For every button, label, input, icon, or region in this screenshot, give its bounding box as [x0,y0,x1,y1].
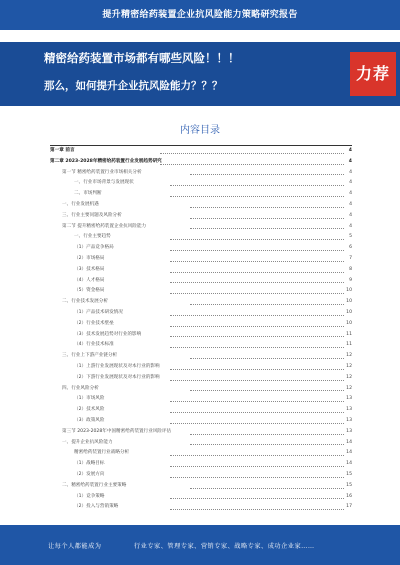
toc-page-number: 8 [349,266,352,272]
toc-entry-text: （2）技术风险 [74,407,105,413]
toc-leader-dots [190,228,344,229]
toc-entry-text: （4）行业技术标准 [74,342,114,348]
toc-leader-dots [190,444,344,445]
toc-entry-text: 第一章 前言 [50,148,75,153]
toc-entry[interactable] [50,211,352,222]
toc-entry-text: 三、行业主要问题及风险分析 [62,212,122,218]
toc-heading: 内容目录 [180,125,220,136]
toc-entry-text: （1）上游行业发展现状及对本行业的影响 [74,363,160,369]
toc-entry[interactable] [50,362,352,373]
toc-entry[interactable] [50,340,352,351]
toc-entry[interactable] [50,178,352,189]
toc-entry[interactable] [50,189,352,200]
toc-leader-dots [190,488,344,489]
toc-entry[interactable] [50,145,352,157]
toc-page-number: 4 [348,158,352,164]
toc-entry[interactable] [50,254,352,265]
toc-entry[interactable] [50,373,352,384]
footer-roles: 行业专家、管理专家、营销专家、战略专家、成功企业家…… [134,543,315,550]
banner-question-risks: 精密给药装置市场都有哪些风险！！！ [44,51,240,65]
toc-page-number: 14 [346,439,352,445]
toc-page-number: 6 [349,245,352,251]
report-title-bar [0,0,400,30]
toc-leader-dots [190,174,344,175]
toc-entry-text: （1）战略目标 [74,461,105,467]
toc-leader-dots [170,239,344,240]
toc-entry[interactable] [50,276,352,287]
toc-page-number: 10 [346,288,352,294]
toc-page-number: 4 [349,212,352,218]
footer-slogan: 让每个人都能成为 [48,543,102,550]
toc-entry-text: （5）资金格局 [74,288,105,294]
toc-page-number: 17 [346,504,352,510]
toc-entry-text: （1）产品竞争格局 [74,245,114,251]
toc-entry-text: （2）市场格局 [74,255,105,261]
toc-entry-text: （2）行业技术壁垒 [74,320,114,326]
toc-page-number: 4 [349,223,352,229]
toc-entry[interactable] [50,200,352,211]
toc-entry-text: 二、市场判断 [74,191,102,197]
toc-entry-text: 四、行业风险分析 [62,385,99,391]
toc-entry[interactable] [50,459,352,470]
toc-page-number: 13 [346,396,352,402]
toc-entry-text: 一、提升企业抗风险能力 [62,439,113,445]
toc-leader-dots [190,434,344,435]
toc-leader-dots [170,380,344,381]
toc-page-number: 11 [346,331,352,337]
toc-leader-dots [170,272,344,273]
toc-leader-dots [160,164,344,165]
toc-leader-dots [170,196,344,197]
toc-leader-dots [170,315,344,316]
toc-leader-dots [190,390,344,391]
toc-entry-text: （1）产品技术研发情况 [74,309,123,315]
toc-leader-dots [160,153,344,154]
toc-entry-text: （4）人才格局 [74,277,105,283]
toc-leader-dots [170,293,344,294]
toc-leader-dots [190,207,344,208]
toc-page-number: 10 [346,299,352,305]
toc-leader-dots [170,477,344,478]
toc-page-number: 12 [346,374,352,380]
toc-page-number: 11 [346,342,352,348]
toc-page-number: 13 [346,417,352,423]
toc-page-number: 4 [349,169,352,175]
toc-page-number: 10 [346,320,352,326]
toc-leader-dots [170,509,344,510]
toc-entry[interactable] [50,384,352,395]
toc-page-number: 5 [349,234,352,240]
toc-entry-text: （2）发展方向 [74,471,105,477]
toc-leader-dots [170,185,344,186]
toc-entry[interactable] [50,308,352,319]
toc-entry[interactable] [50,448,352,459]
toc-entry-text: 一、行业主要趋势 [74,234,111,240]
toc-entry-text: 一、行业市场背景与发展现状 [74,180,134,186]
toc-page-number: 10 [346,309,352,315]
toc-leader-dots [170,412,344,413]
toc-entry[interactable] [50,157,352,168]
toc-entry[interactable] [50,351,352,362]
toc-entry-text: （2）投入与营销策略 [74,504,119,510]
toc-entry[interactable] [50,168,352,179]
toc-page-number: 15 [346,482,352,488]
toc-page-number: 12 [346,363,352,369]
toc-page-number: 4 [348,148,352,153]
toc-entry[interactable] [50,265,352,276]
toc-entry-text: 二、精密给药装置行业主要策略 [62,482,127,488]
toc-page-number: 14 [346,450,352,456]
toc-entry[interactable] [50,297,352,308]
toc-entry[interactable] [50,470,352,481]
toc-entry[interactable] [50,243,352,254]
toc-leader-dots [190,304,344,305]
toc-leader-dots [170,261,344,262]
toc-entry[interactable] [50,232,352,243]
toc-entry-text: （3）政策风险 [74,417,105,423]
toc-page-number: 4 [349,201,352,207]
toc-entry-text: 一、行业发展机遇 [62,201,99,207]
toc-entry[interactable] [50,492,352,503]
toc-page-number: 15 [346,471,352,477]
toc-entry-text: （1）竞争策略 [74,493,105,499]
toc-entry[interactable] [50,416,352,427]
toc-page-number: 14 [346,461,352,467]
toc-entry-text: 第三节 2023-2028年中国精密给药装置行业风险评估 [62,428,172,434]
toc-entry-text: （2）下游行业发展现状及对本行业的影响 [74,374,160,380]
toc-leader-dots [170,336,344,337]
toc-entry-text: （3）技术发展趋势对行业的影响 [74,331,142,337]
toc-entry[interactable] [50,330,352,341]
toc-page-number: 12 [346,385,352,391]
toc-leader-dots [170,250,344,251]
toc-entry-text: （1）市场风险 [74,396,105,402]
report-title: 提升精密给药装置企业抗风险能力策略研究报告 [102,10,298,20]
toc-entry[interactable] [50,502,352,513]
toc-leader-dots [170,401,344,402]
toc-leader-dots [170,498,344,499]
toc-leader-dots [170,466,344,467]
toc-entry-text: 第一节 精密给药装置行业市场相关分析 [62,169,142,175]
toc-entry[interactable] [50,438,352,449]
banner-question-how: 那么，如何提升企业抗风险能力？？？ [44,80,223,92]
recommend-logo: 力荐 [350,52,396,96]
toc-entry-text: （3）技术格局 [74,266,105,272]
toc-page-number: 16 [346,493,352,499]
toc-entry-text: 二、行业技术发展分析 [62,299,108,305]
toc-leader-dots [170,326,344,327]
toc-entry-text: 第二节 提升精密给药装置企业抗风险能力 [62,223,147,229]
toc-page-number: 4 [349,180,352,186]
table-of-contents [50,145,352,513]
toc-entry[interactable] [50,481,352,492]
toc-leader-dots [170,369,344,370]
toc-entry-text: 精密给药装置行业战略分析 [74,450,130,456]
toc-page-number: 12 [346,353,352,359]
toc-entry[interactable] [50,222,352,233]
toc-entry[interactable] [50,286,352,297]
toc-page-number: 7 [349,255,352,261]
toc-entry-text: 三、行业上下游产业链分析 [62,353,118,359]
toc-leader-dots [170,455,344,456]
toc-entry[interactable] [50,405,352,416]
toc-leader-dots [190,358,344,359]
toc-entry[interactable] [50,427,352,438]
toc-entry[interactable] [50,394,352,405]
toc-page-number: 13 [346,428,352,434]
toc-page-number: 9 [349,277,352,283]
toc-entry[interactable] [50,319,352,330]
toc-leader-dots [170,423,344,424]
toc-leader-dots [170,282,344,283]
toc-page-number: 13 [346,407,352,413]
toc-leader-dots [190,218,344,219]
toc-page-number: 4 [349,191,352,197]
toc-entry-text: 第二章 2023-2028年精密给药装置行业发展趋势研究 [50,158,162,164]
toc-leader-dots [170,347,344,348]
